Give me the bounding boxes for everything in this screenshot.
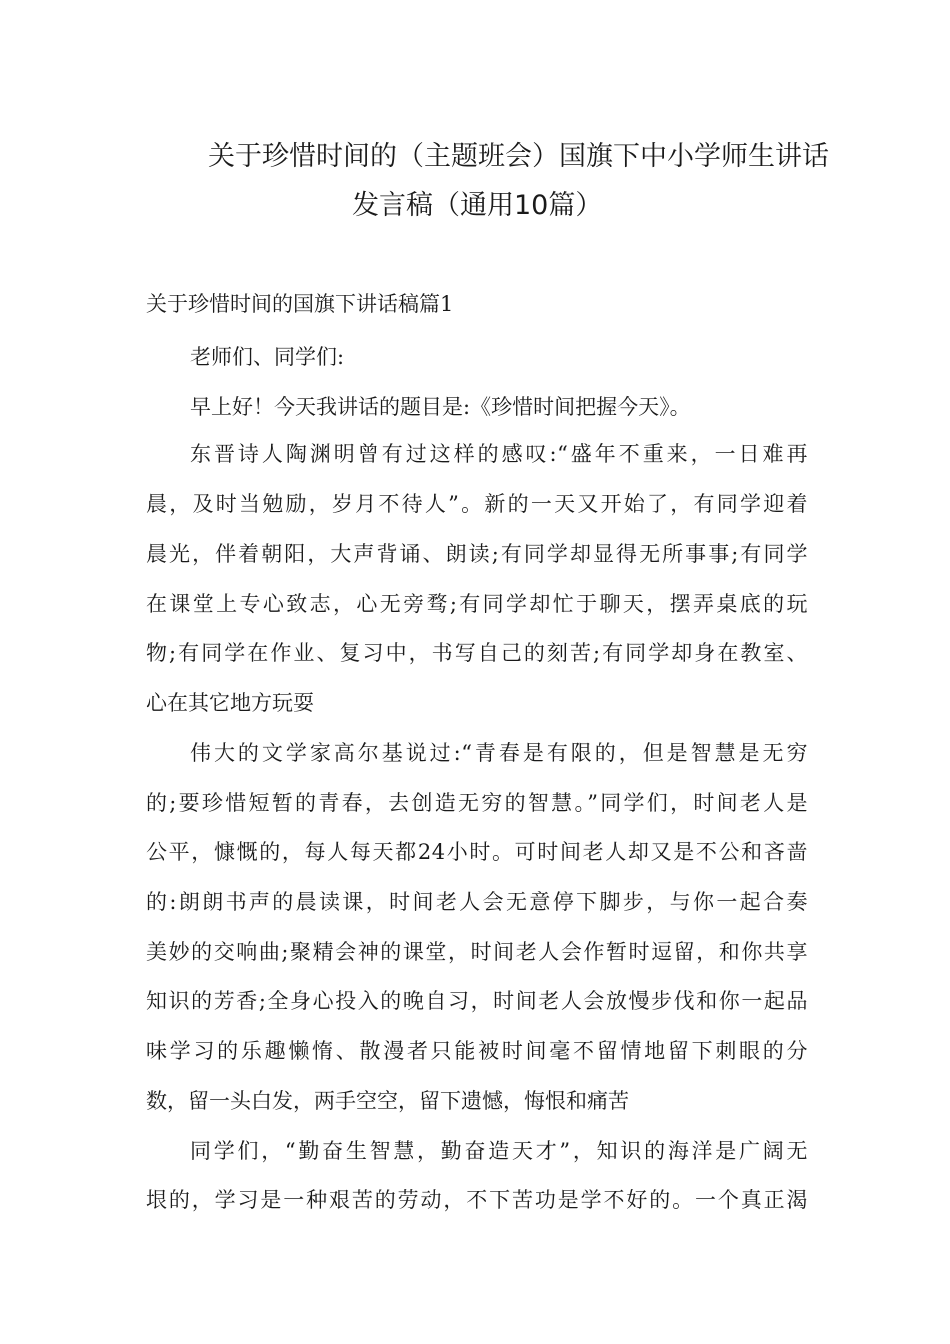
paragraph-line: 晨，及时当勉励，岁月不待人”。新的一天又开始了，有同学迎着 xyxy=(146,492,808,516)
paragraph-line: 在课堂上专心致志，心无旁骛;有同学却忙于聊天，摆弄桌底的玩 xyxy=(146,592,808,616)
paragraph-line: 知识的芳香;全身心投入的晚自习，时间老人会放慢步伐和你一起品 xyxy=(146,989,808,1013)
paragraph-line: 公平，慷慨的，每人每天都24小时。可时间老人却又是不公和吝啬 xyxy=(146,840,808,864)
greeting-line: 老师们、同学们: xyxy=(190,345,345,369)
paragraph-line: 心在其它地方玩耍 xyxy=(146,691,314,715)
document-title-line-1: 关于珍惜时间的（主题班会）国旗下中小学师生讲话 xyxy=(208,141,829,172)
paragraph-line: 味学习的乐趣懒惰、散漫者只能被时间毫不留情地留下刺眼的分 xyxy=(146,1039,808,1063)
document-title-line-2: 发言稿（通用10篇） xyxy=(352,190,603,221)
paragraph-line: 东晋诗人陶渊明曾有过这样的感叹:“盛年不重来，一日难再 xyxy=(190,442,808,466)
opening-line: 早上好！今天我讲话的题目是:《珍惜时间把握今天》。 xyxy=(190,395,691,419)
section-heading: 关于珍惜时间的国旗下讲话稿篇1 xyxy=(146,292,454,316)
paragraph-line: 的:朗朗书声的晨读课，时间老人会无意停下脚步，与你一起合奏 xyxy=(146,890,808,914)
paragraph-line: 物;有同学在作业、复习中，书写自己的刻苦;有同学却身在教室、 xyxy=(146,641,808,665)
paragraph-line: 的;要珍惜短暂的青春，去创造无穷的智慧。”同学们，时间老人是 xyxy=(146,791,808,815)
paragraph-line: 晨光，伴着朝阳，大声背诵、朗读;有同学却显得无所事事;有同学 xyxy=(146,542,808,566)
paragraph-line: 伟大的文学家高尔基说过:“青春是有限的，但是智慧是无穷 xyxy=(190,741,808,765)
paragraph-line: 数，留一头白发，两手空空，留下遗憾，悔恨和痛苦 xyxy=(146,1089,629,1113)
paragraph-line: 垠的，学习是一种艰苦的劳动，不下苦功是学不好的。一个真正渴 xyxy=(146,1188,808,1212)
paragraph-line: 美妙的交响曲;聚精会神的课堂，时间老人会作暂时逗留，和你共享 xyxy=(146,940,808,964)
paragraph-line: 同学们，“勤奋生智慧，勤奋造天才”，知识的海洋是广阔无 xyxy=(190,1139,808,1163)
